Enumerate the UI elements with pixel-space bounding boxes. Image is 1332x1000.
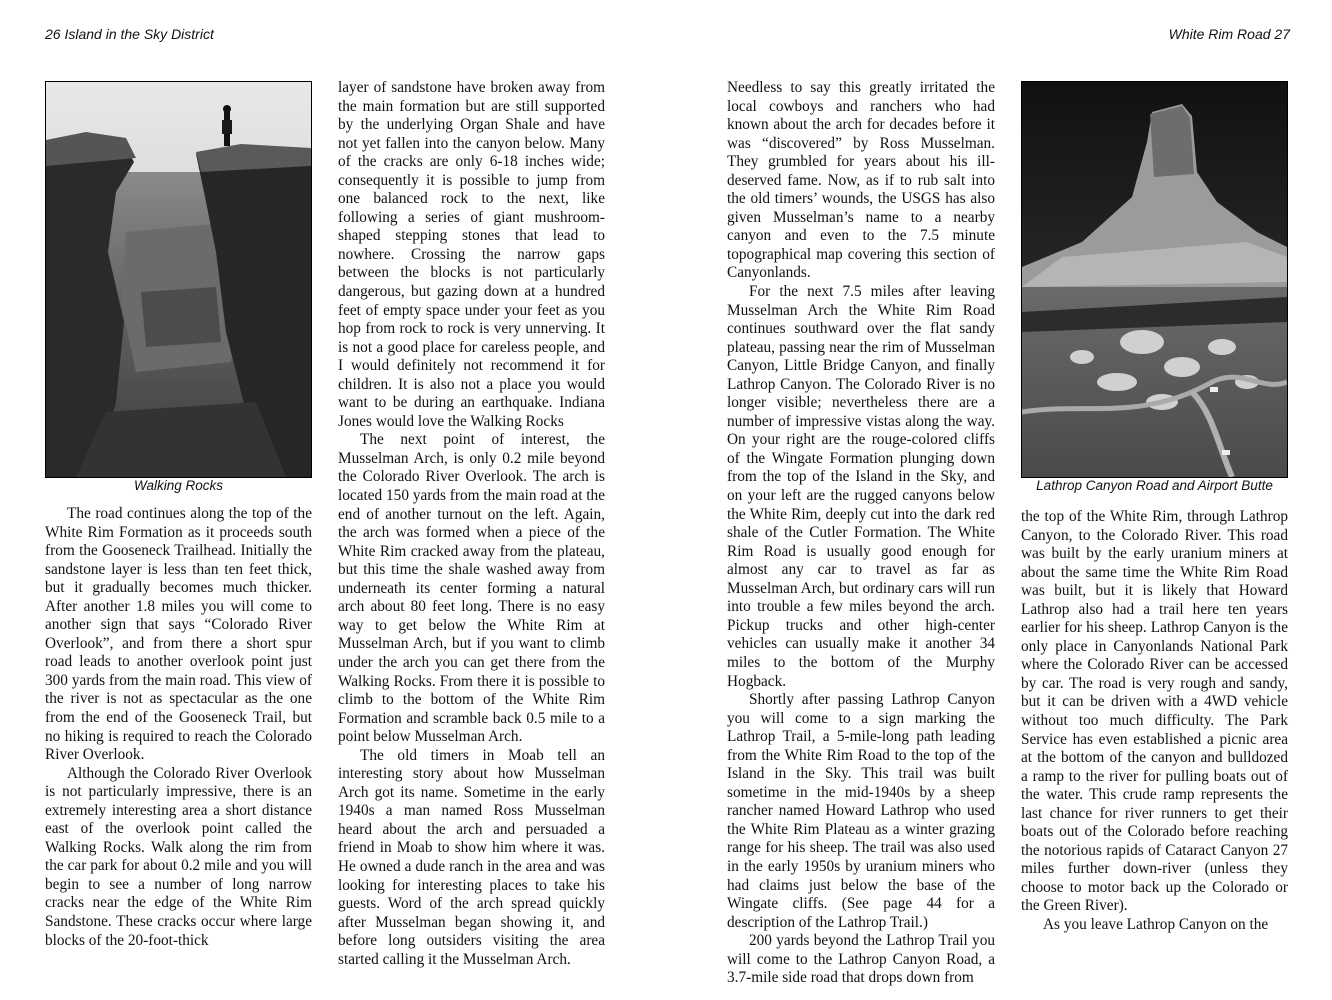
- paragraph: the top of the White Rim, through Lathrop Canyon, to the Colorado River. This road was built by the early uranium miners at about the same time the White Rim Road was built, but it is likely that Howard Lathrop also had a trail here ten years earlier for his sheep. Lathrop Canyon is the only place in Canyonlands National Park where the Colorado River can be accessed by car. The road is very rough and sandy, but it can be driven with a 4WD vehicle without too much difficulty. The Park Service has even established a picnic area at the bottom of the canyon and bulldozed a ramp to the river for pulling boats out of the water. This crude ramp represents the last chance for river runners to get their boats out of the Colorado before reaching the notorious rapids of Cataract Canyon 27 miles further down-river (unless they choose to motor back up the Colorado or the Green River).: [1021, 508, 1288, 915]
- paragraph: As you leave Lathrop Canyon on the: [1043, 916, 1269, 934]
- paragraph: For the next 7.5 miles after leaving Musselman Arch the White Rim Road continues southward over the flat sandy plateau, passing near the rim of Musselman Canyon, Little Bridge Canyon, and finally Lathrop Canyon. The Colorado River is no longer visible; nevertheless there are a number of impressive vistas along the way. On your right are the rouge-colored cliffs of the Wingate Formation plunging down from the top of the Island in the Sky, and on your left are the rugged canyons below the White Rim, deeply cut into the dark red shale of the Cutler Formation. The White Rim Road is usually good enough for almost any car to travel as far as Musselman Arch, but ordinary cars will run into trouble a few miles beyond the arch. Pickup trucks and other high-center vehicles can usually make it another 34 miles to the bottom of the Murphy Hogback.: [727, 283, 995, 690]
- left-page-column-1: [45, 505, 312, 950]
- paragraph: 200 yards beyond the Lathrop Trail you will come to the Lathrop Canyon Road, a 3.7-mile side road that drops down from: [727, 932, 995, 987]
- paragraph: Although the Colorado River Overlook is not particularly impressive, there is an extremely interesting area a short distance east of the overlook point called the Walking Rocks. Walk along the rim from the car park for about 0.2 mile and you will begin to see a number of long narrow cracks near the edge of the White Rim Sandstone. These cracks occur where large blocks of the 20-foot-thick: [45, 764, 312, 949]
- lathrop-canyon-caption: Lathrop Canyon Road and Airport Butte: [1036, 478, 1273, 493]
- right-page-column-1: [727, 79, 995, 988]
- walking-rocks-photo: [45, 81, 312, 478]
- left-page-header: 26 Island in the Sky District: [45, 26, 214, 42]
- paragraph: Needless to say this greatly irritated the local cowboys and ranchers who had known about the arch for decades before it was “discovered” by Ross Musselman. They grumbled for years about his ill-deserved fame. Now, as if to rub salt into the old timers’ wounds, the USGS has also given Musselman’s name to a nearby canyon and even to the 7.5 minute topographical map covering this section of Canyonlands.: [727, 79, 995, 282]
- right-page-header: White Rim Road 27: [1168, 26, 1290, 42]
- paragraph: The old timers in Moab tell an interesting story about how Musselman Arch got its name. Sometime in the early 1940s a man named Ross Musselman heard about the arch and persuaded a friend in Moab to show him where it was. He owned a dude ranch in the area and was looking for interesting places to take his guests. Word of the arch spread quickly after Musselman began showing it, and before long outsiders visiting the area started calling it the Musselman Arch.: [338, 746, 605, 968]
- lathrop-canyon-photo: [1021, 81, 1288, 478]
- walking-rocks-caption: Walking Rocks: [133, 478, 224, 493]
- right-page: [666, 0, 1332, 1000]
- paragraph: The next point of interest, the Musselman Arch, is only 0.2 mile beyond the Colorado River Overlook. The arch is located 150 yards from the main road at the end of another turnout on the left. Again, the arch was formed when a piece of the White Rim cracked away from the plateau, but this time the shale washed away from underneath its center forming a natural arch about 80 feet long. There is no easy way to get below the White Rim at Musselman Arch, but if you want to climb under the arch you can get there from the Walking Rocks. From there it is possible to climb to the bottom of the White Rim Formation and scramble back 0.5 mile to a point below Musselman Arch.: [338, 431, 605, 746]
- paragraph: The road continues along the top of the White Rim Formation as it proceeds south from the Gooseneck Trailhead. Initially the sandstone layer is less than ten feet thick, but it gradually becomes much thicker. After another 1.8 miles you will come to another sign that says “Colorado River Overlook”, and from there a short spur road leads to another overlook point just 300 yards from the main road. This view of the river is not as spectacular as the one from the end of the Gooseneck Trail, but no hiking is required to reach the Colorado River Overlook.: [45, 505, 312, 764]
- paragraph: layer of sandstone have broken away from the main formation but are still supported by the underlying Organ Shale and have not yet fallen into the canyon below. Many of the cracks are only 6-18 inches wide; consequently it is possible to jump from one balanced rock to the next, like following a series of giant mushroom-shaped stepping stones that lead to nowhere. Crossing the narrow gaps between the blocks is not particularly dangerous, but gazing down at a hundred feet of empty space under your feet as you hop from rock to rock is very unnerving. It is not a good place for careless people, and I would definitely not recommend it for children. It is also not a place you would want to be during an earthquake. Indiana Jones would love the Walking Rocks: [338, 79, 605, 430]
- left-page-column-2: [338, 79, 605, 969]
- walking-rocks-image: [46, 82, 311, 477]
- paragraph: Shortly after passing Lathrop Canyon you will come to a sign marking the Lathrop Trail, a 5-mile-long path leading from the White Rim Road to the top of the Island in the Sky. This trail was built sometime in the mid-1940s by a sheep rancher named Howard Lathrop who used the White Rim Plateau as a winter grazing range for his sheep. The trail was also used in the early 1950s by uranium miners who had claims just below the base of the Wingate cliffs. (See page 44 for a description of the Lathrop Trail.): [727, 691, 995, 931]
- lathrop-canyon-image: [1022, 82, 1287, 477]
- right-page-column-2: [1021, 508, 1288, 935]
